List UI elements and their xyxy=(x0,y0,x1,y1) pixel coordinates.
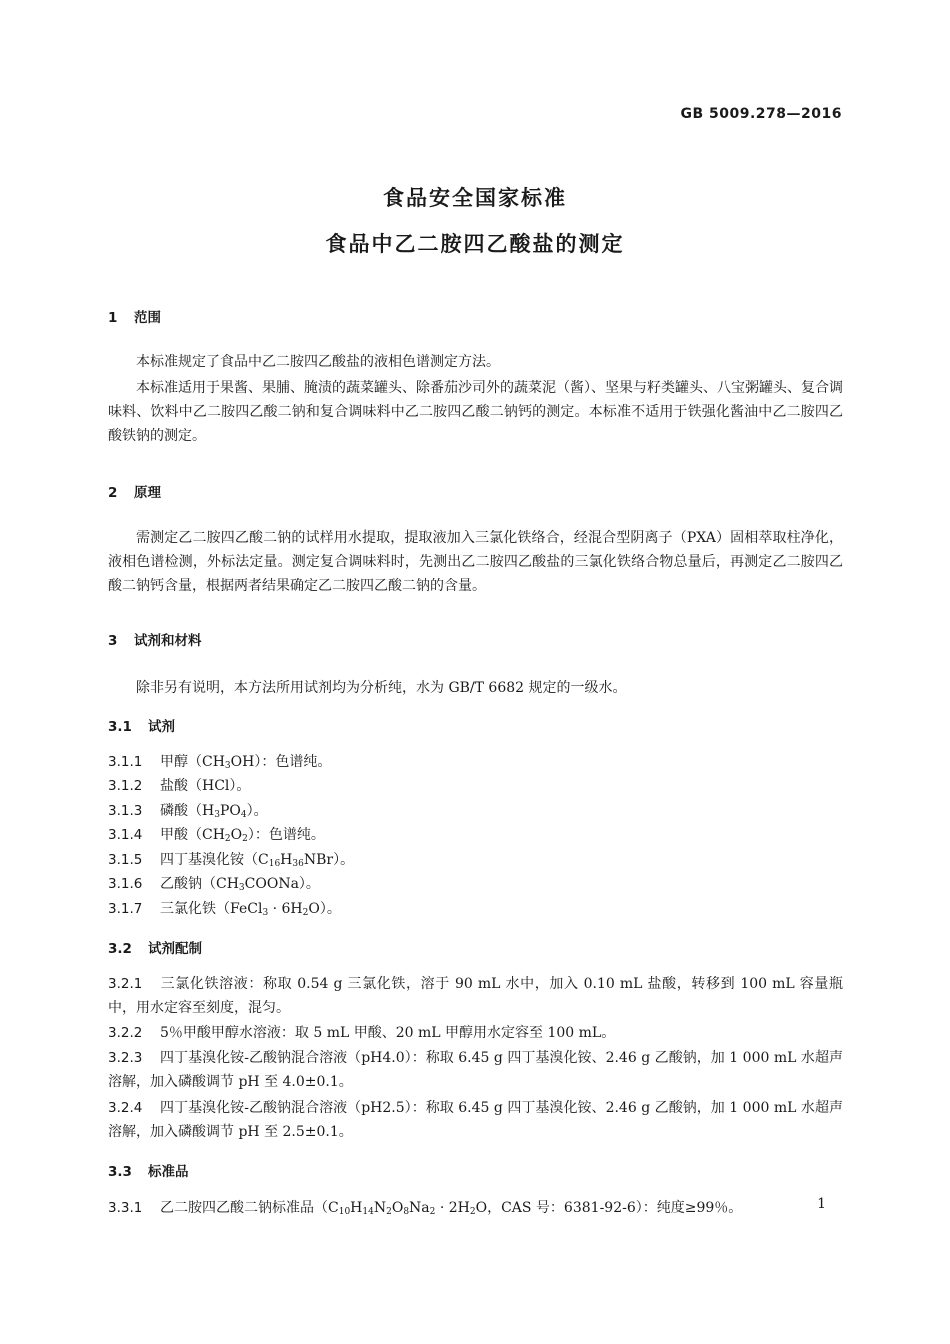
item-text: O xyxy=(391,1200,404,1216)
subscript: 2 xyxy=(224,834,231,844)
item-text: 四丁基溴化铵（C xyxy=(160,852,269,868)
section-3-heading xyxy=(108,629,202,649)
subsection-number: 3.2 xyxy=(108,941,132,957)
subsection-title: 标准品 xyxy=(148,1164,189,1180)
reagent-item xyxy=(108,872,843,900)
subsection-title: 试剂配制 xyxy=(148,941,202,957)
item-text: NBr）。 xyxy=(303,852,355,868)
subscript: 3 xyxy=(262,908,269,918)
item-text: O）。 xyxy=(308,901,341,917)
item-text: O xyxy=(230,827,243,843)
subsection-number: 3.1 xyxy=(108,719,132,735)
item-number: 3.1.2 xyxy=(108,778,143,794)
subscript: 14 xyxy=(362,1207,374,1217)
item-text: H xyxy=(350,1200,363,1216)
item-text: 磷酸（H xyxy=(160,803,215,819)
item-number: 3.3.1 xyxy=(108,1200,143,1216)
item-text: PO xyxy=(219,803,241,819)
section-2-heading xyxy=(108,481,161,501)
item-text: O，CAS 号：6381-92-6）：纯度≥99％。 xyxy=(475,1200,743,1216)
section-title: 试剂和材料 xyxy=(134,633,202,649)
preparation-item xyxy=(108,1096,843,1144)
item-text: 甲酸（CH xyxy=(160,827,225,843)
section-title: 范围 xyxy=(134,310,161,326)
title-line-2: 食品中乙二胺四乙酸盐的测定 xyxy=(325,232,625,256)
subscript: 2 xyxy=(469,1207,476,1217)
item-text: ）：色谱纯。 xyxy=(247,827,325,843)
subsection-number: 3.3 xyxy=(108,1164,132,1180)
subsection-3-3-heading xyxy=(108,1160,189,1180)
item-text: OH） xyxy=(230,754,262,770)
item-text: Na xyxy=(409,1200,430,1216)
section-1-heading xyxy=(108,306,161,326)
reagent-item xyxy=(108,774,843,798)
item-number: 3.1.1 xyxy=(108,754,143,770)
item-text: 5％甲酸甲醇水溶液：取 5 mL 甲酸、20 mL 甲醇用水定容至 100 mL。 xyxy=(160,1025,616,1041)
subscript: 3 xyxy=(214,810,220,820)
item-text: N xyxy=(373,1200,387,1216)
item-text: COONa）。 xyxy=(244,876,320,892)
item-text: 三氯化铁（FeCl xyxy=(160,901,263,917)
reagent-item xyxy=(108,823,843,851)
item-number: 3.1.7 xyxy=(108,901,143,917)
section-2-para-1: 需测定乙二胺四乙酸二钠的试样用水提取，提取液加入三氯化铁络合，经混合型阴离子（PXA）固相萃取柱净化，液相色谱检测，外标法定量。测定复合调味料时，先测出乙二胺四乙酸盐的三氯化铁络合物总量后，再测定乙二胺四乙酸二钠钙含量，根据两者结果确定乙二胺四乙酸二钠的含量。 xyxy=(108,530,843,594)
subscript: 2 xyxy=(386,1207,392,1217)
preparation-item xyxy=(108,972,843,1020)
section-title: 原理 xyxy=(134,485,161,501)
item-number: 3.2.4 xyxy=(108,1100,143,1116)
item-number: 3.2.2 xyxy=(108,1025,143,1041)
item-number: 3.1.4 xyxy=(108,827,143,843)
section-3-para-1: 除非另有说明，本方法所用试剂均为分析纯，水为 GB/T 6682 规定的一级水。 xyxy=(136,680,627,696)
item-text: ）。 xyxy=(246,803,268,819)
subscript: 16 xyxy=(268,859,281,869)
item-number: 3.2.3 xyxy=(108,1050,143,1066)
subscript: 8 xyxy=(403,1207,410,1217)
item-number: 3.2.1 xyxy=(108,976,143,992)
subsection-title: 试剂 xyxy=(148,719,175,735)
subscript: 4 xyxy=(240,810,247,820)
item-text: 乙二胺四乙酸二钠标准品（C xyxy=(160,1200,339,1216)
section-1-para-1: 本标准规定了食品中乙二胺四乙酸盐的液相色谱测定方法。 xyxy=(136,354,500,370)
item-text: 四丁基溴化铵-乙酸钠混合溶液（pH4.0）：称取 6.45 g 四丁基溴化铵、2.46 g 乙酸钠，加 1 000 mL 水超声溶解，加入磷酸调节 pH 至 4.0±0.1。 xyxy=(108,1050,843,1090)
section-number: 3 xyxy=(108,633,118,649)
item-number: 3.1.6 xyxy=(108,876,143,892)
subsection-3-2-heading xyxy=(108,937,202,957)
subscript: 2 xyxy=(429,1207,436,1217)
item-number: 3.1.5 xyxy=(108,852,143,868)
section-1-para-2: 本标准适用于果酱、果脯、腌渍的蔬菜罐头、除番茄沙司外的蔬菜泥（酱）、坚果与籽类罐头、八宝粥罐头、复合调味料、饮料中乙二胺四乙酸二钠和复合调味料中乙二胺四乙酸二钠钙的测定。本标准不适用于铁强化酱油中乙二胺四乙酸铁钠的测定。 xyxy=(108,380,843,444)
item-text: · 6H xyxy=(268,901,303,917)
item-number: 3.1.3 xyxy=(108,803,143,819)
preparation-item xyxy=(108,1046,843,1094)
item-text: ：色谱纯。 xyxy=(261,754,332,770)
subscript: 3 xyxy=(224,761,231,771)
item-text: 甲醇（CH xyxy=(160,754,225,770)
standard-number: GB 5009.278—2016 xyxy=(680,106,842,122)
reagent-item xyxy=(108,897,843,925)
item-text: 盐酸（HCl）。 xyxy=(160,778,251,794)
subscript: 2 xyxy=(302,908,309,918)
section-number: 1 xyxy=(108,310,118,326)
page-number: 1 xyxy=(817,1196,826,1212)
item-text: 乙酸钠（CH xyxy=(160,876,239,892)
subsection-3-1-heading xyxy=(108,715,175,735)
subscript: 2 xyxy=(242,834,248,844)
title-line-1: 食品安全国家标准 xyxy=(383,186,567,210)
item-text: H xyxy=(280,852,293,868)
subscript: 10 xyxy=(338,1207,351,1217)
subscript: 36 xyxy=(292,859,304,869)
subscript: 3 xyxy=(238,883,245,893)
item-text: · 2H xyxy=(435,1200,470,1216)
section-number: 2 xyxy=(108,485,118,501)
preparation-item xyxy=(108,1021,843,1045)
item-text: 四丁基溴化铵-乙酸钠混合溶液（pH2.5）：称取 6.45 g 四丁基溴化铵、2.46 g 乙酸钠，加 1 000 mL 水超声溶解，加入磷酸调节 pH 至 2.5±0.1。 xyxy=(108,1100,843,1140)
standard-item xyxy=(108,1196,843,1224)
item-text: 三氯化铁溶液：称取 0.54 g 三氯化铁，溶于 90 mL 水中，加入 0.10 mL 盐酸，转移到 100 mL 容量瓶中，用水定容至刻度，混匀。 xyxy=(108,976,843,1016)
